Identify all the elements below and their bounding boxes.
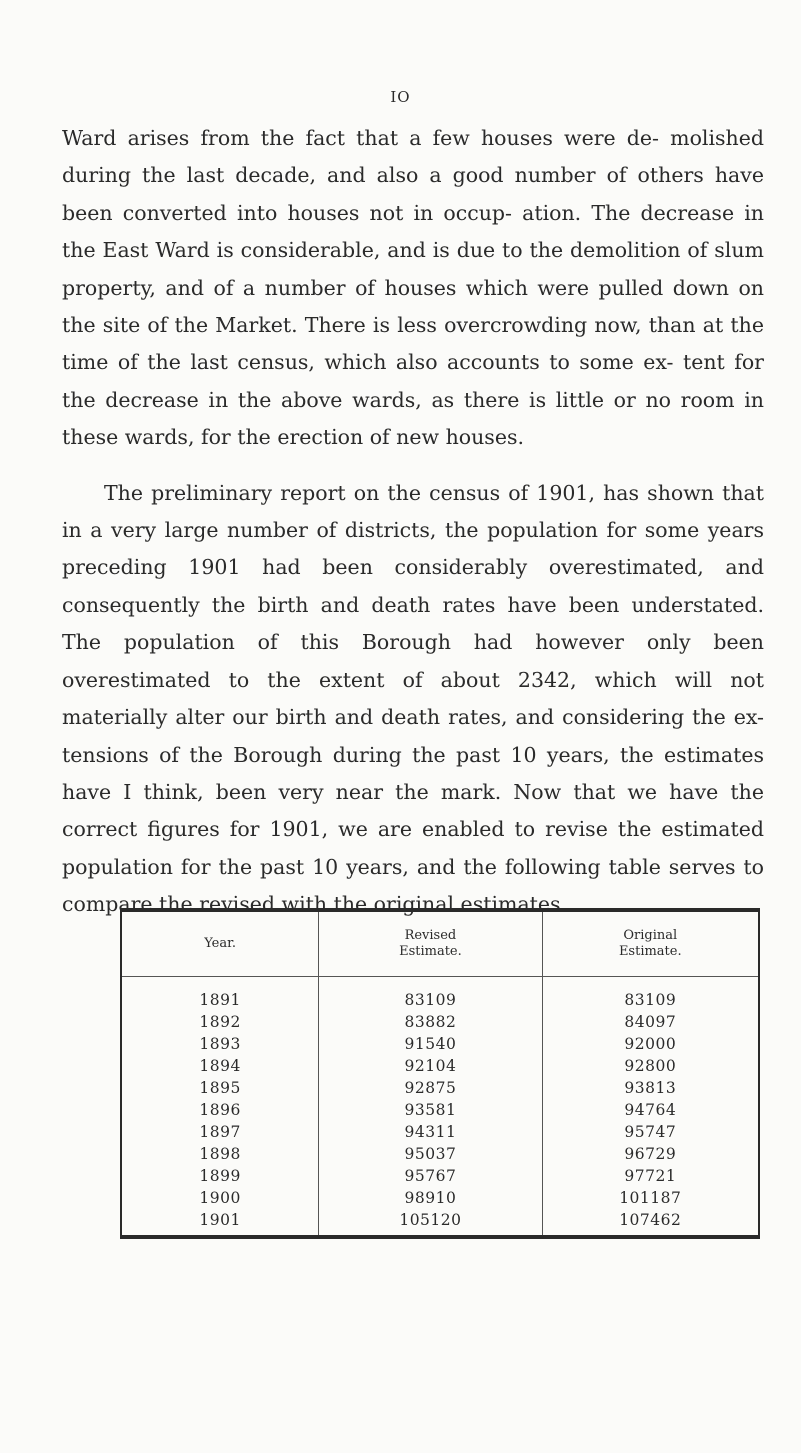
cell-original-estimate: 107462 <box>542 1209 759 1237</box>
line: shown that in a very large number of districts, the <box>62 480 764 543</box>
cell-original-estimate: 97721 <box>542 1165 759 1187</box>
cell-original-estimate: 93813 <box>542 1077 759 1099</box>
header-revised-estimate: Revised Estimate. <box>319 910 542 977</box>
cell-original-estimate: 101187 <box>542 1187 759 1209</box>
line: that we have the correct figures for 1901, we are enabled <box>62 779 764 842</box>
table-row <box>121 1165 759 1187</box>
cell-year: 1891 <box>199 991 241 1009</box>
table-header-row <box>121 910 759 977</box>
cell-revised-estimate: 91540 <box>319 1033 542 1055</box>
cell-year: 1901 <box>199 1211 241 1229</box>
table-row <box>121 1143 759 1165</box>
cell-revised-estimate: 94311 <box>319 1121 542 1143</box>
line: of others have been converted into houses not in occup- <box>62 163 764 225</box>
table-row <box>121 977 759 1012</box>
cell-revised-estimate: 92875 <box>319 1077 542 1099</box>
cell-original-estimate: 83109 <box>542 977 759 1012</box>
line: tensions of the Borough during the past 10 years, the <box>62 742 654 767</box>
cell-year: 1894 <box>199 1057 241 1075</box>
table-row <box>121 1077 759 1099</box>
line: with the original estimates. <box>281 892 568 917</box>
table-row <box>121 1011 759 1033</box>
cell-year: 1897 <box>199 1123 241 1141</box>
line: The preliminary report on the census of 1901, has <box>104 480 640 505</box>
paragraph-2 <box>62 475 764 924</box>
cell-original-estimate: 96729 <box>542 1143 759 1165</box>
cell-original-estimate: 92800 <box>542 1055 759 1077</box>
line: to revise the estimated population for the past 10 years, <box>62 817 765 879</box>
population-table-wrapper <box>120 908 760 1239</box>
cell-original-estimate: 94764 <box>542 1099 759 1121</box>
line: molished during the last decade, and also a good number <box>62 126 764 188</box>
body-text <box>62 120 764 924</box>
table-row <box>121 1055 759 1077</box>
line: tent for the decrease in the above wards, as there is little <box>62 350 764 412</box>
cell-year: 1898 <box>199 1145 241 1163</box>
cell-revised-estimate: 105120 <box>319 1209 542 1237</box>
line: of this Borough had however only been overestimated <box>62 630 764 692</box>
cell-revised-estimate: 98910 <box>319 1187 542 1209</box>
line: and the following table serves to compare the revised <box>62 854 764 917</box>
line: number of houses which were pulled down on the site of <box>62 275 764 338</box>
cell-original-estimate: 92000 <box>542 1033 759 1055</box>
cell-revised-estimate: 95037 <box>319 1143 542 1165</box>
line: ation. The decrease in the East Ward is considerable, <box>62 200 764 263</box>
line: and death rates have been understated. The population <box>62 592 764 655</box>
cell-original-estimate: 84097 <box>542 1011 759 1033</box>
cell-original-estimate: 95747 <box>542 1121 759 1143</box>
cell-year: 1893 <box>199 1035 241 1053</box>
table-row <box>121 1209 759 1237</box>
line: considerably overestimated, and consequently the birth <box>62 555 764 617</box>
cell-revised-estimate: 92104 <box>319 1055 542 1077</box>
line: Ward arises from the fact that a few houses were de- <box>62 126 659 150</box>
table-row <box>121 1033 759 1055</box>
line: alter our birth and death rates, and considering the ex- <box>175 705 764 730</box>
page-number: IO <box>390 88 411 106</box>
line: the time of the last census, which also accounts to some ex- <box>62 313 764 375</box>
cell-year: 1895 <box>199 1079 241 1097</box>
line: population for some years preceding 1901 had been <box>62 518 764 580</box>
paragraph-1 <box>62 120 764 457</box>
cell-revised-estimate: 93581 <box>319 1099 542 1121</box>
cell-year: 1900 <box>199 1189 241 1207</box>
line: to the extent of about 2342, which will not materially <box>62 667 764 730</box>
table-row <box>121 1121 759 1143</box>
line: or no room in these wards, for the erection of new houses. <box>62 387 764 450</box>
table-row <box>121 1099 759 1121</box>
cell-year: 1899 <box>199 1167 241 1185</box>
population-table <box>120 908 760 1239</box>
header-year: Year. <box>121 910 319 977</box>
cell-year: 1892 <box>199 1013 241 1031</box>
table-body <box>121 977 759 1238</box>
line: and is due to the demolition of slum property, and of a <box>62 238 764 300</box>
line: the Market. There is less overcrowding now, than at <box>174 313 724 338</box>
line: estimates have I think, been very near the mark. Now <box>62 742 764 804</box>
cell-revised-estimate: 83109 <box>319 977 542 1012</box>
header-original-estimate: Original Estimate. <box>542 910 759 977</box>
cell-revised-estimate: 95767 <box>319 1165 542 1187</box>
cell-year: 1896 <box>199 1101 241 1119</box>
cell-revised-estimate: 83882 <box>319 1011 542 1033</box>
table-row <box>121 1187 759 1209</box>
